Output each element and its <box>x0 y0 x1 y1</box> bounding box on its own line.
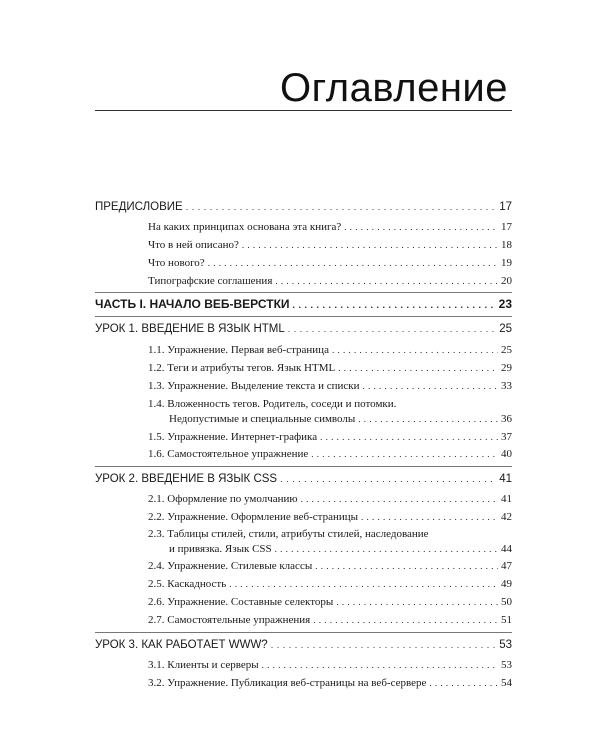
toc-entry-preface-2[interactable]: Что в ней описано? . . . 18 <box>148 238 512 253</box>
toc-entry-lesson-2[interactable]: УРОК 2. ВВЕДЕНИЕ В ЯЗЫК CSS . . . 41 <box>95 472 512 487</box>
toc-entry-preface-1[interactable]: На каких принципах основана эта книга? . . . 17 <box>148 220 512 235</box>
divider <box>95 466 512 467</box>
toc-entry-1-1[interactable]: 1.1. Упражнение. Первая веб-страница . . . 25 <box>148 343 512 358</box>
toc-entry-1-2[interactable]: 1.2. Теги и атрибуты тегов. Язык HTML . . . 29 <box>148 361 512 376</box>
toc-entry-3-1[interactable]: 3.1. Клиенты и серверы . . . 53 <box>148 658 512 673</box>
toc-entry-preface-4[interactable]: Типографские соглашения . . . 20 <box>148 274 512 289</box>
toc-entry-preface-3[interactable]: Что нового? . . . 19 <box>148 256 512 271</box>
leader-dots <box>186 200 497 215</box>
toc-entry-1-6[interactable]: 1.6. Самостоятельное упражнение . . . 40 <box>148 447 512 462</box>
divider <box>95 292 512 293</box>
toc-entry-part-1[interactable]: ЧАСТЬ I. НАЧАЛО ВЕБ-ВЕРСТКИ . . . 23 <box>95 297 512 313</box>
toc-entry-lesson-1[interactable]: УРОК 1. ВВЕДЕНИЕ В ЯЗЫК HTML . . . 25 <box>95 322 512 337</box>
divider <box>95 632 512 633</box>
toc-entry-1-4[interactable]: 1.4. Вложенность тегов. Родитель, соседи и потомки. Недопустимые и специальные символы . . . 36 <box>148 397 512 427</box>
divider <box>95 316 512 317</box>
toc-entry-1-5[interactable]: 1.5. Упражнение. Интернет-графика . . . 37 <box>148 430 512 445</box>
toc-entry-lesson-3[interactable]: УРОК 3. КАК РАБОТАЕТ WWW? . . . 53 <box>95 638 512 653</box>
toc-entry-2-5[interactable]: 2.5. Каскадность . . . 49 <box>148 577 512 592</box>
page-title: Оглавление <box>279 66 508 110</box>
toc-entry-2-6[interactable]: 2.6. Упражнение. Составные селекторы . . . 50 <box>148 595 512 610</box>
toc-entry-3-2[interactable]: 3.2. Упражнение. Публикация веб-страницы на веб-сервере . . . 54 <box>148 676 512 691</box>
toc-entry-1-3[interactable]: 1.3. Упражнение. Выделение текста и списки . . . 33 <box>148 379 512 394</box>
toc-entry-2-4[interactable]: 2.4. Упражнение. Стилевые классы . . . 47 <box>148 559 512 574</box>
toc-entry-2-3[interactable]: 2.3. Таблицы стилей, стили, атрибуты стилей, наследование и привязка. Язык CSS . . . 44 <box>148 527 512 557</box>
toc-entry-2-7[interactable]: 2.7. Самостоятельные упражнения . . . 51 <box>148 613 512 628</box>
toc-entry-2-2[interactable]: 2.2. Упражнение. Оформление веб-страницы . . . 42 <box>148 510 512 525</box>
toc-entry-preface[interactable]: ПРЕДИСЛОВИЕ . . . 17 <box>95 200 512 215</box>
toc-entry-2-1[interactable]: 2.1. Оформление по умолчанию . . . 41 <box>148 492 512 507</box>
